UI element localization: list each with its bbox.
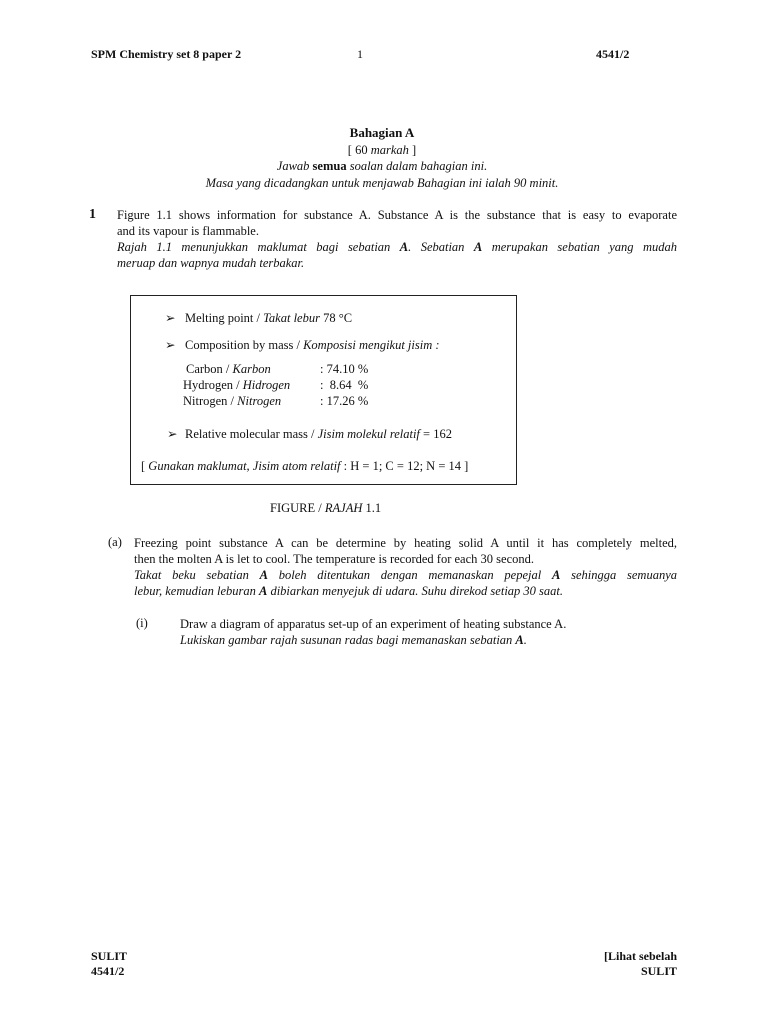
pa-ms-a: Takat beku sebatian bbox=[134, 568, 260, 582]
header-left: SPM Chemistry set 8 paper 2 bbox=[91, 47, 242, 61]
pa-ms2-a: lebur, kemudian leburan bbox=[134, 584, 259, 598]
pai-ms-bold: A bbox=[515, 633, 524, 647]
section-heading bbox=[180, 125, 584, 191]
carbon-en: Carbon / bbox=[186, 362, 233, 376]
rmm-ms: Jisim molekul relatif bbox=[317, 427, 420, 441]
note-ms: Gunakan maklumat, Jisim atom relatif bbox=[148, 459, 341, 473]
marks-open: [ 60 bbox=[347, 142, 371, 157]
section-title: Bahagian A bbox=[349, 125, 415, 140]
part-a-en-line-2: then the molten A is let to cool. The temperature is recorded for each 30 second. bbox=[134, 552, 534, 566]
composition-en: Composition by mass / bbox=[185, 338, 304, 352]
footer-right bbox=[604, 949, 677, 979]
section-instruction-2: Masa yang dicadangkan untuk menjawab Bahagian ini ialah 90 minit. bbox=[205, 175, 559, 190]
caption-ms: RAJAH bbox=[324, 501, 363, 515]
part-a-i-label: (i) bbox=[136, 616, 148, 630]
marks-word: markah bbox=[370, 142, 409, 157]
note-values: : H = 1; C = 12; N = 14 ] bbox=[340, 459, 469, 473]
pai-ms-c: . bbox=[523, 633, 527, 647]
nitrogen-value: : 17.26 % bbox=[320, 394, 369, 408]
question-number: 1 bbox=[89, 207, 96, 222]
footer-sulit: SULIT bbox=[91, 949, 128, 963]
q1-en-line-2: and its vapour is flammable. bbox=[117, 224, 259, 238]
composition-row-nitrogen bbox=[183, 394, 281, 409]
melting-en: Melting point / bbox=[185, 311, 264, 325]
caption-en: FIGURE / bbox=[270, 501, 325, 515]
pai-ms-a: Lukiskan gambar rajah susunan radas bagi memanaskan sebatian bbox=[180, 633, 516, 647]
composition-row-carbon bbox=[186, 362, 271, 377]
caption-number: 1.1 bbox=[362, 501, 382, 515]
figure-caption bbox=[270, 501, 381, 516]
note-open: [ bbox=[141, 459, 149, 473]
question-1-text bbox=[117, 207, 677, 271]
figure-1-1-box bbox=[130, 295, 517, 485]
bullet-icon: ➢ bbox=[167, 427, 178, 441]
part-a-text bbox=[134, 535, 677, 599]
nitrogen-ms: Nitrogen bbox=[237, 394, 282, 408]
bullet-icon: ➢ bbox=[165, 338, 176, 352]
pa-ms2-bold: A bbox=[258, 584, 268, 598]
pa-ms-e: sehingga semuanya bbox=[560, 568, 677, 582]
q1-en-line-1: Figure 1.1 shows information for substance A. Substance A is the substance that is easy to evaporate bbox=[117, 208, 677, 222]
footer-code: 4541/2 bbox=[91, 964, 125, 978]
hydrogen-ms: Hidrogen bbox=[242, 378, 291, 392]
part-a-en-line-1: Freezing point substance A can be determine by heating solid A until it has completely melted, bbox=[134, 536, 677, 550]
footer-sulit-right: SULIT bbox=[640, 964, 677, 978]
q1-ms-c: . Sebatian bbox=[408, 240, 474, 254]
melting-point-line bbox=[165, 310, 352, 326]
rmm-line bbox=[167, 426, 452, 442]
rmm-value: = 162 bbox=[419, 427, 452, 441]
q1-ms-a: Rajah 1.1 menunjukkan maklumat bagi sebatian bbox=[117, 240, 400, 254]
pa-ms-c: boleh ditentukan dengan memanaskan pepejal bbox=[267, 568, 552, 582]
nitrogen-en: Nitrogen / bbox=[183, 394, 238, 408]
q1-ms-e: merupakan sebatian yang mudah bbox=[482, 240, 678, 254]
atomic-mass-note bbox=[141, 459, 468, 474]
instr1-bold: semua bbox=[312, 159, 347, 173]
composition-row-hydrogen bbox=[183, 378, 290, 393]
composition-line bbox=[165, 337, 440, 353]
q1-ms-line-1 bbox=[117, 239, 677, 255]
hydrogen-en: Hydrogen / bbox=[183, 378, 243, 392]
bullet-icon: ➢ bbox=[165, 311, 176, 325]
footer-turn-over: [Lihat sebelah bbox=[603, 949, 677, 963]
instr1-part-c: soalan dalam bahagian ini. bbox=[346, 159, 488, 173]
pa-ms2-c: dibiarkan menyejuk di udara. Suhu direkod setiap 30 saat. bbox=[267, 584, 564, 598]
pa-ms-bold-2: A bbox=[551, 568, 561, 582]
header-right: 4541/2 bbox=[596, 47, 630, 61]
section-marks bbox=[180, 142, 584, 159]
footer-left bbox=[91, 949, 127, 979]
q1-ms-bold-a2: A bbox=[473, 240, 483, 254]
carbon-value: : 74.10 % bbox=[320, 362, 369, 376]
melting-ms: Takat lebur bbox=[263, 311, 320, 325]
carbon-ms: Karbon bbox=[232, 362, 271, 376]
marks-close: ] bbox=[408, 142, 417, 157]
composition-ms: Komposisi mengikut jisim : bbox=[303, 338, 440, 352]
part-a-i-text bbox=[180, 616, 566, 648]
part-a-label: (a) bbox=[108, 535, 122, 549]
part-a-i-ms bbox=[180, 632, 566, 648]
part-a-i-en: Draw a diagram of apparatus set-up of an experiment of heating substance A. bbox=[180, 617, 567, 631]
part-a-ms-line-2 bbox=[134, 583, 677, 599]
page-number: 1 bbox=[357, 47, 363, 61]
q1-ms-line-2: meruap dan wapnya mudah terbakar. bbox=[117, 256, 305, 270]
section-instruction-1 bbox=[180, 158, 584, 175]
melting-value: 78 °C bbox=[319, 311, 353, 325]
pa-ms-bold-1: A bbox=[259, 568, 268, 582]
part-a-ms-line-1 bbox=[134, 567, 677, 583]
q1-ms-bold-a1: A bbox=[399, 240, 409, 254]
instr1-part-a: Jawab bbox=[276, 159, 313, 173]
hydrogen-value: : 8.64 % bbox=[320, 378, 369, 392]
rmm-en: Relative molecular mass / bbox=[185, 427, 318, 441]
